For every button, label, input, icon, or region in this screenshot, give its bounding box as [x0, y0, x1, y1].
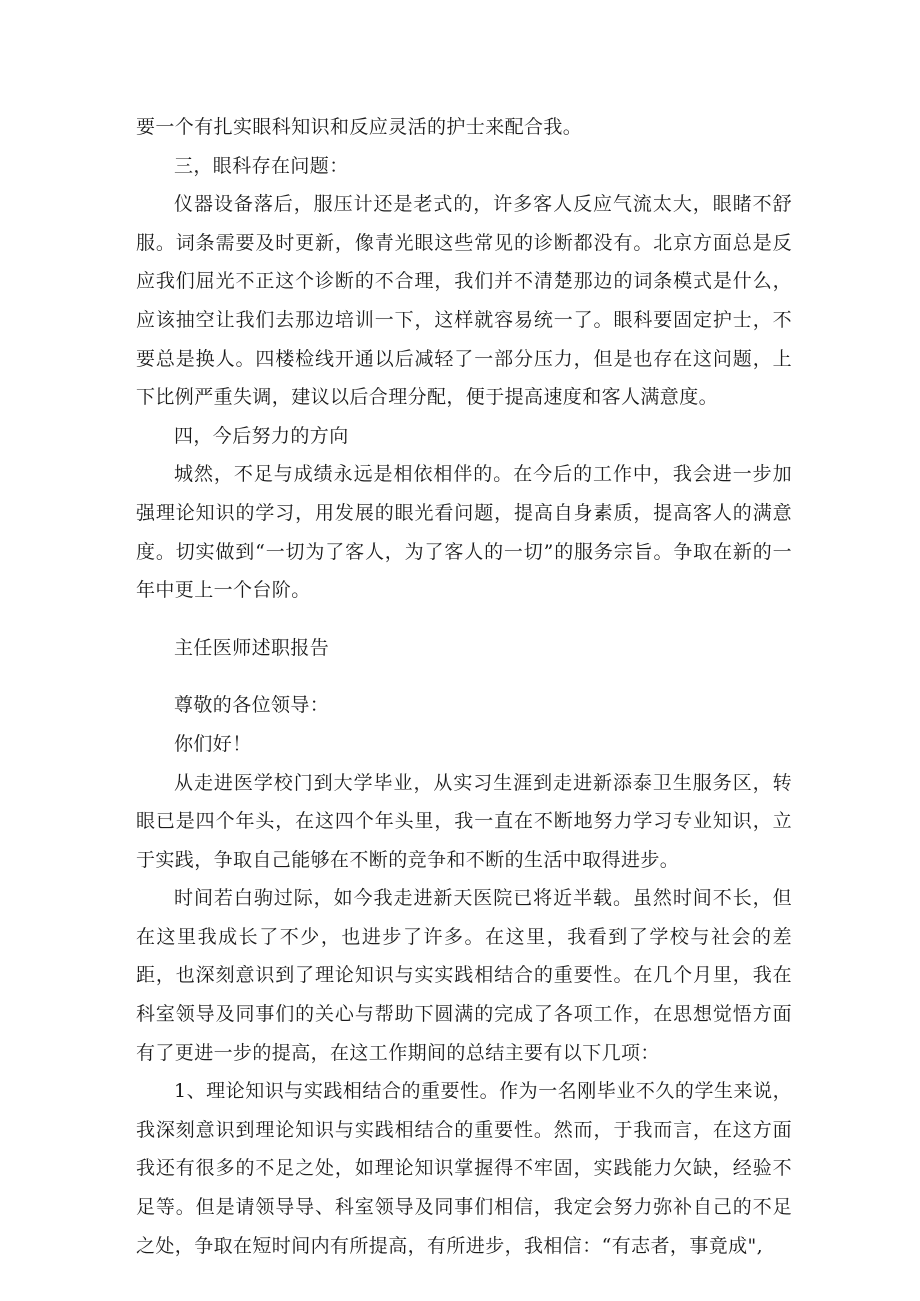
- paragraph-time: 时间若白驹过际，如今我走进新天医院已将近半载。虽然时间不长，但在这里我成长了不少，也进步了许多。在这里，我看到了学校与社会的差距，也深刻意识到了理论知识与实实践相结合的重要性。在几个月里，我在科室领导及同事们的关心与帮助下圆满的完成了各项工作，在思想觉悟方面有了更进一步的提高，在这工作期间的总结主要有以下几项：: [136, 887, 792, 1064]
- document-body: [136, 108, 792, 1265]
- salutation: 尊敬的各位领导：: [174, 694, 330, 717]
- continuation-line: 要一个有扎实眼科知识和反应灵活的护士来配合我。: [136, 116, 583, 138]
- section-heading-direction: 四，今后努力的方向: [174, 424, 349, 447]
- section-heading-problems: 三，眼科存在问题：: [174, 154, 349, 177]
- paragraph-problems: 仪器设备落后，服压计还是老式的，许多客人反应气流太大，眼睹不舒服。词条需要及时更新，像青光眼这些常见的诊断都没有。北京方面总是反应我们屈光不正这个诊断的不合理，我们并不清楚那边的词条模式是什么，应该抽空让我们去那边培训一下，这样就容易统一了。眼科要固定护士，不要总是换人。四楼检线开通以后减轻了一部分压力，但是也存在这问题，上下比例严重失调，建议以后合理分配，便于提高速度和客人满意度。: [136, 193, 792, 409]
- report-title: 主任医师述职报告: [174, 636, 330, 659]
- paragraph-direction: 城然，不足与成绩永远是相依相伴的。在今后的工作中，我会进一步加强理论知识的学习，用发展的眼光看问题，提高自身素质，提高客人的满意度。切实做到“一切为了客人，为了客人的一切”的服务宗旨。争取在新的一年中更上一个台阶。: [136, 463, 792, 602]
- paragraph-theory-practice: 1、理论知识与实践相结合的重要性。作为一名刚毕业不久的学生来说，我深刻意识到理论知识与实践相结合的重要性。然而，于我而言，在这方面我还有很多的不足之处，如理论知识掌握得不牢固，实践能力欠缺，经验不足等。但是请领导导、科室领导及同事们相信，我定会努力弥补自己的不足之处，争取在短时间内有所提高，有所进步，我相信：“有志者，事竟成",: [136, 1080, 792, 1257]
- greeting: 你们好！: [174, 732, 252, 755]
- paragraph-intro: 从走进医学校门到大学毕业，从实习生涯到走进新添泰卫生服务区，转眼已是四个年头，在这四个年头里，我一直在不断地努力学习专业知识，立于实践，争取自己能够在不断的竞争和不断的生活中取得进步。: [136, 771, 792, 871]
